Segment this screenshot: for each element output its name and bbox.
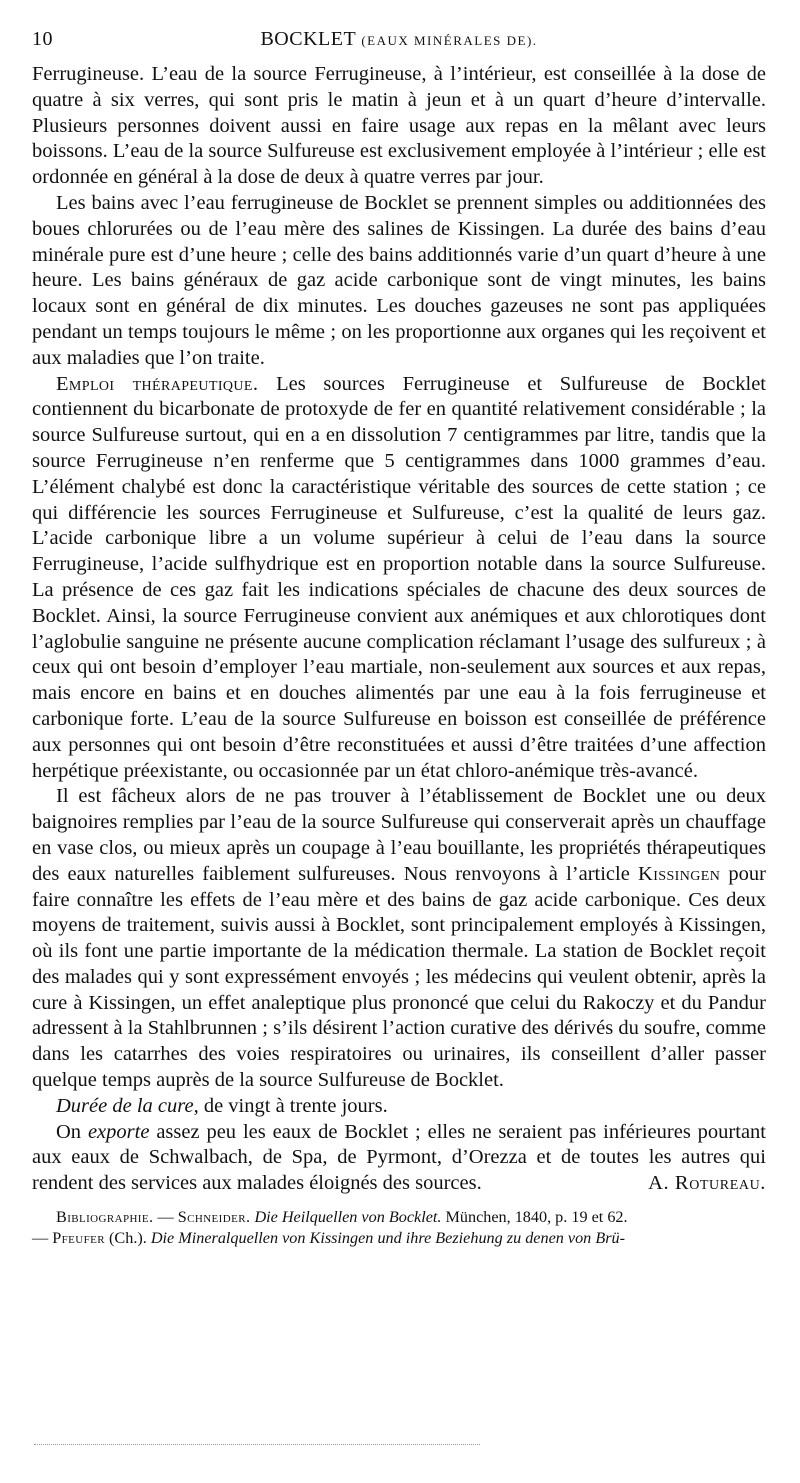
paragraph-etablissement-text-a: Il est fâcheux alors de ne pas trouver à l’établissement de Bocklet une ou deux baignoires remplies par l’eau de la source Sulfureuse qui conserverait après un chauffage en vase clos, ou mieux après un coupage à l’eau bouillante, les propriétés thérapeutiques des eaux naturelles faiblement sulfureuses. Nous renvoyons à l’article bbox=[32, 785, 766, 885]
paragraph-bains: Les bains avec l’eau ferrugineuse de Bocklet se prennent simples ou additionnées des boues chlorurées ou de l’eau mère des salines de Kissingen. La durée des bains d’eau minérale pure est d’une heure ; celle des bains additionnés varie d’un quart d’heure à une heure. Les bains généraux de gaz acide carbonique sont de vingt minutes, les bains locaux sont en général de dix minutes. Les douches gazeuses ne sont pas appliquées pendant un temps toujours le même ; on les proportionne aux organes qui les reçoivent et aux maladies que l’on traite. bbox=[32, 191, 766, 369]
paragraph-export-text-b: assez peu les eaux de Bocklet ; elles ne seraient pas inférieures pourtant aux eaux de Schwalbach, de Spa, de Pyrmont, d’Orezza et de toutes les autres qui rendent des services aux malades éloignés des sources. bbox=[32, 1120, 767, 1195]
paragraph-emploi-text: Les sources Ferrugineuse et Sulfureuse de Bocklet contiennent du bicarbonate de protoxyde de fer en quantité relativement considérable ; la source Sulfureuse surtout, qui en a en dissolution 7 centigrammes par litre, tandis que la source Ferrugineuse n’en renferme que 5 centigrammes dans 1000 grammes d’eau. L’élément chalybé est donc la caractéristique véritable des sources de cette station ; ce qui différencie les sources Ferrugineuse et Sulfureuse, c’est la qualité de leurs gaz. L’acide carbonique libre a un volume supérieur à celui de l’eau dans la source Ferrugineuse, l’acide sulfhydrique est en proportion notable dans la source Sulfureuse. La présence de ces gaz fait les indications spéciales de chacune des deux sources de Bocklet. Ainsi, la source Ferrugineuse convient aux anémiques et aux chlorotiques dont l’aglobulie sanguine ne présente aucune complication réclamant l’usage des sulfureux ; à ceux qui ont besoin d’employer l’eau martiale, non-seulement aux sources et aux repas, mais encore en bains et en douches alimentés par une eau à la fois ferrugineuse et carbonique forte. L’eau de la source Sulfureuse en boisson est conseillée de préférence aux personnes qui ont besoin d’être reconstituées et aussi d’être traitées d’une affection herpétique préexistante, ou occasionnée par un état chloro-anémique très-avancé. bbox=[32, 372, 766, 782]
bibliography-author-initial: (Ch.). bbox=[105, 1229, 147, 1248]
footer-dotted-rule bbox=[34, 1444, 480, 1445]
bibliography-dash-1: — bbox=[153, 1208, 178, 1227]
bibliography-dash-2: — bbox=[32, 1229, 53, 1248]
paragraph-duree-cure bbox=[32, 1094, 766, 1120]
running-title bbox=[32, 28, 766, 51]
paragraph-continuation: Ferrugineuse. L’eau de la source Ferrugineuse, à l’intérieur, est conseillée à la dose de quatre à six verres, qui sont pris le matin à jeun et à un quart d’heure d’intervalle. Plusieurs personnes doivent aussi en faire usage aux repas en la mêlant avec leurs boissons. L’eau de la source Sulfureuse est exclusivement employée à l’intérieur ; elle est ordonnée en général à la dose de deux à quatre verres par jour. bbox=[32, 63, 766, 189]
bibliography-label: Bibliographie. bbox=[56, 1208, 154, 1227]
bibliography-author-pfeufer: Pfeufer bbox=[52, 1229, 105, 1248]
cross-reference-kissingen: Kissingen bbox=[638, 862, 721, 885]
term-exporte: exporte bbox=[87, 1120, 150, 1143]
page-number: 10 bbox=[32, 28, 53, 50]
bibliography-author-schneider: Schneider. bbox=[177, 1208, 251, 1227]
article-body bbox=[32, 62, 766, 1197]
running-header bbox=[32, 28, 766, 62]
paragraph-emploi-therapeutique bbox=[32, 372, 766, 785]
section-heading-emploi: Emploi thérapeutique. bbox=[56, 372, 259, 395]
paragraph-etablissement bbox=[32, 784, 766, 1094]
author-signature: A. Rotureau. bbox=[648, 1172, 766, 1195]
bibliography-place-1: München, 1840, p. 19 et 62. bbox=[441, 1208, 628, 1227]
bibliography-entry-2 bbox=[32, 1228, 766, 1249]
paragraph-duree-text: de vingt à trente jours. bbox=[198, 1094, 388, 1117]
running-title-sub: (EAUX MINÉRALES DE). bbox=[361, 33, 538, 48]
bibliography bbox=[32, 1207, 766, 1249]
running-title-main: BOCKLET bbox=[260, 28, 356, 50]
bibliography-work-1: Die Heilquellen von Bocklet. bbox=[250, 1208, 442, 1227]
bibliography-work-2: Die Mineralquellen von Kissingen und ihre Beziehung zu denen von Brü- bbox=[146, 1229, 625, 1248]
bibliography-entry-1 bbox=[32, 1207, 766, 1228]
paragraph-etablissement-text-b: pour faire connaître les effets de l’eau mère et des bains de gaz acide carbonique. Ces deux moyens de traitement, suivis aussi à Bocklet, sont principalement employés à Kissingen, où ils font une partie importante de la médication thermale. La station de Bocklet reçoit des malades qui y sont expressément envoyés ; les médecins qui veulent obtenir, après la cure à Kissingen, un effet analeptique plus prononcé que celui du Rakoczy et du Pandur adressent à la Stahlbrunnen ; s’ils désirent l’action curative des dérivés du soufre, comme dans les catarrhes des voies respiratoires ou urinaires, ils conseillent d’aller passer quelque temps auprès de la source Sulfureuse de Bocklet. bbox=[32, 862, 766, 1092]
paragraph-export bbox=[32, 1120, 766, 1197]
paragraph-export-text-a: On bbox=[56, 1120, 88, 1143]
section-heading-duree: Durée de la cure, bbox=[56, 1094, 199, 1117]
